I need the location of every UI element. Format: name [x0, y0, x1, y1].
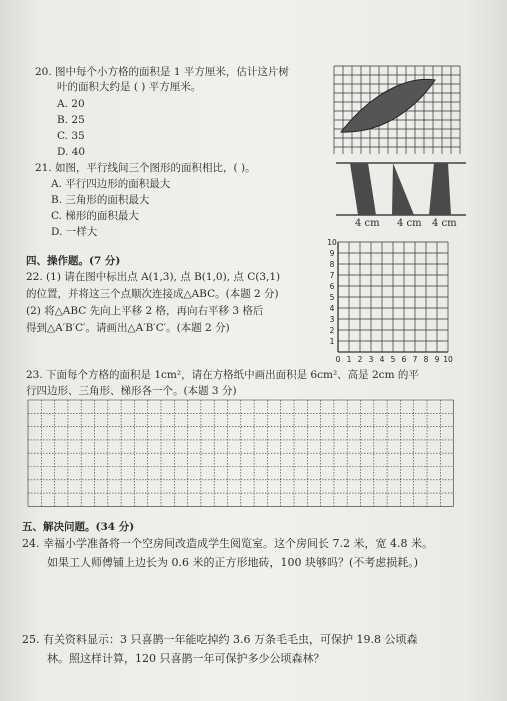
x-tick-label: 4 — [379, 355, 385, 364]
y-tick-label: 10 — [327, 238, 337, 247]
q25-line1: 25. 有关资料显示：3 只喜鹊一年能吃掉约 3.6 万条毛毛虫，可保护 19.8 公顷森 — [22, 633, 418, 646]
q20-option-b: B. 25 — [57, 114, 85, 126]
q20-line2: 叶的面积大约是 ( ) 平方厘米。 — [57, 81, 202, 93]
y-tick-label: 7 — [329, 271, 335, 280]
base-label-3: 4 cm — [432, 218, 457, 229]
y-tick-label: 5 — [329, 293, 335, 302]
q22-line3: (2) 将△ABC 先向上平移 2 格，再向右平移 3 格后 — [26, 305, 264, 317]
x-tick-label: 5 — [390, 355, 396, 364]
x-tick-label: 9 — [434, 355, 440, 364]
q24-line2: 如果工人师傅铺上边长为 0.6 米的正方形地砖，100 块够吗？(不考虑损耗。) — [47, 556, 419, 569]
y-tick-label: 1 — [329, 337, 335, 346]
coordinate-grid[interactable] — [325, 238, 465, 368]
y-tick-label: 4 — [329, 304, 335, 313]
q20-option-c: C. 35 — [57, 130, 85, 142]
leaf-grid-figure — [331, 64, 464, 154]
trapezoid-shape — [429, 163, 451, 215]
q23-line1: 23. 下面每个方格的面积是 1cm²，请在方格纸中画出面积是 6cm²、高是 2cm 的平 — [26, 369, 419, 381]
x-tick-label: 0 — [335, 355, 341, 364]
y-tick-label: 2 — [329, 326, 335, 335]
y-tick-label: 6 — [329, 282, 335, 291]
q20-option-a: A. 20 — [57, 98, 85, 110]
q21-option-a: A. 平行四边形的面积最大 — [51, 178, 171, 190]
y-tick-label: 3 — [329, 315, 335, 324]
triangle-shape — [392, 163, 414, 215]
x-tick-label: 6 — [401, 355, 407, 364]
x-tick-label: 2 — [357, 355, 363, 364]
base-label-1: 4 cm — [355, 218, 380, 229]
q22-line1: 22. (1) 请在图中标出点 A(1,3), 点 B(1,0), 点 C(3,1) — [26, 271, 281, 283]
q23-line2: 行四边形、三角形、梯形各一个。(本题 3 分) — [26, 385, 237, 397]
y-tick-label: 9 — [329, 249, 335, 258]
x-tick-label: 7 — [412, 355, 418, 364]
section4-title: 四、操作题。(7 分) — [26, 255, 121, 267]
q25-line2: 林。照这样计算，120 只喜鹊一年可保护多少公顷森林？ — [47, 652, 325, 665]
q24-line1: 24. 幸福小学准备将一个空房间改造成学生阅览室。这个房间长 7.2 米，宽 4.8 米。 — [22, 537, 433, 550]
x-tick-label: 3 — [368, 355, 374, 364]
q22-line4: 得到△A′B′C′。请画出△A′B′C′。(本题 2 分) — [26, 322, 230, 334]
x-tick-label: 8 — [423, 355, 429, 364]
x-tick-label: 1 — [346, 355, 352, 364]
q20-line1: 20. 图中每个小方格的面积是 1 平方厘米，估计这片树 — [35, 66, 289, 78]
q21-option-c: C. 梯形的面积最大 — [51, 210, 139, 222]
x-tick-label: 10 — [443, 355, 453, 364]
parallelogram-shape — [350, 163, 376, 215]
q21-stem: 21. 如图，平行线间三个图形的面积相比，( )。 — [35, 162, 256, 174]
q20-option-d: D. 40 — [57, 146, 86, 158]
q21-option-d: D. 一样大 — [51, 226, 98, 238]
q22-line2: 的位置，并将这三个点顺次连接成△ABC。(本题 2 分) — [26, 288, 279, 300]
section5-title: 五、解决问题。(34 分) — [22, 521, 135, 533]
q21-option-b: B. 三角形的面积最大 — [51, 194, 150, 206]
y-tick-label: 8 — [329, 260, 335, 269]
square-grid-paper[interactable] — [27, 398, 457, 508]
base-label-2: 4 cm — [397, 218, 422, 229]
